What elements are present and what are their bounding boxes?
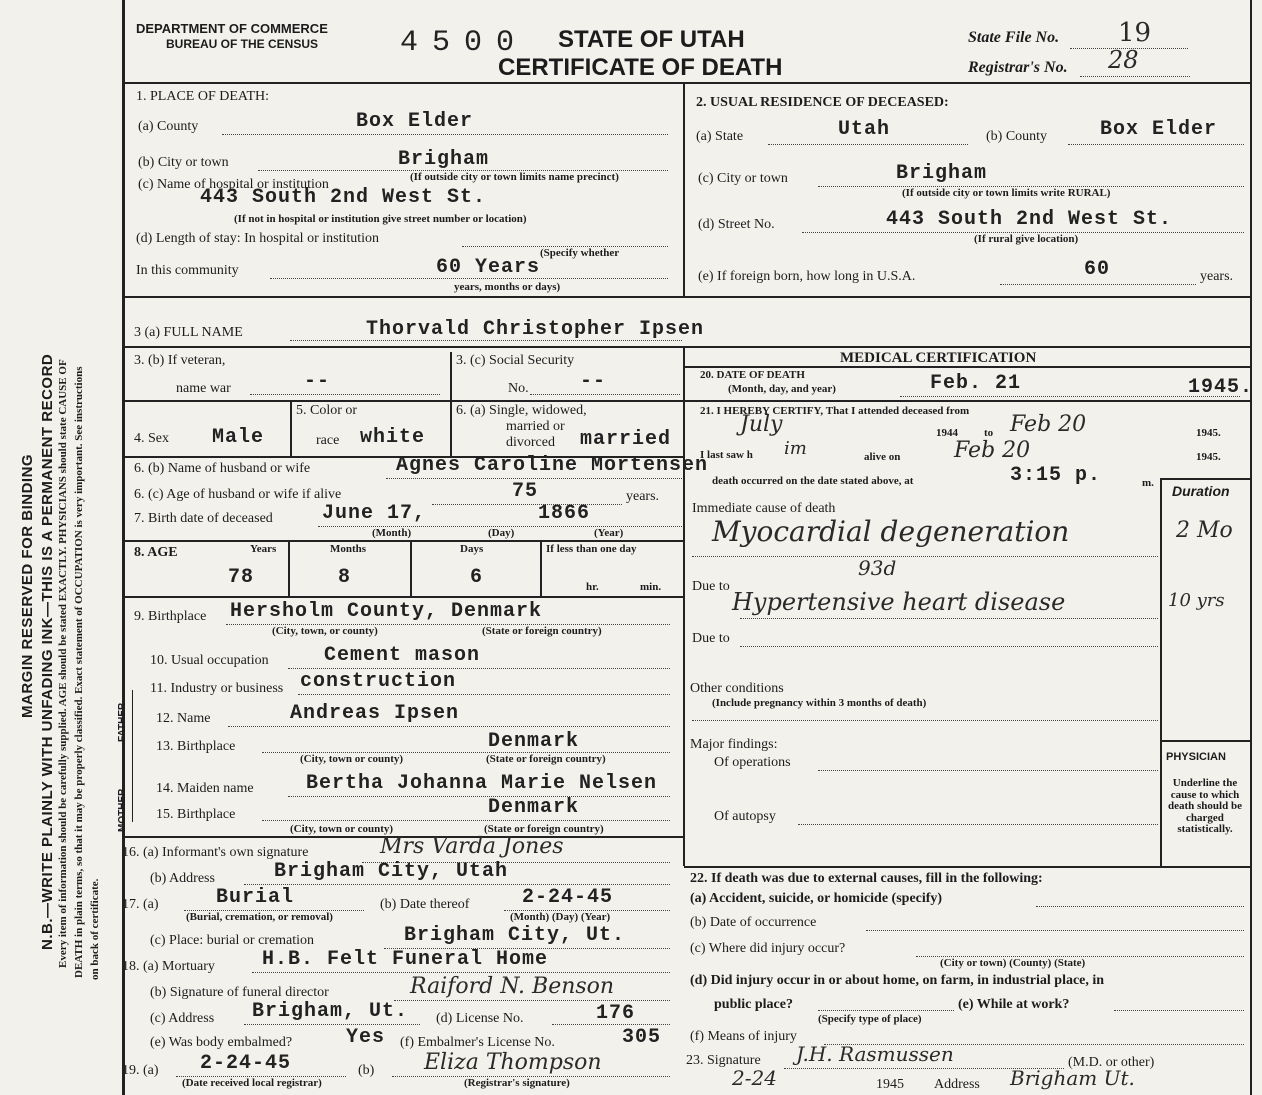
last-saw-pronoun: im bbox=[784, 438, 807, 459]
director-line bbox=[394, 1000, 670, 1001]
res-street-label: (d) Street No. bbox=[698, 217, 775, 232]
director-signature: Raiford N. Benson bbox=[410, 974, 615, 999]
immediate-cause-label: Immediate cause of death bbox=[692, 501, 836, 516]
attended-from-year: 1944 bbox=[936, 427, 958, 439]
embalmed-label: (e) Was body embalmed? bbox=[150, 1035, 293, 1050]
sex-color-divider bbox=[290, 400, 292, 456]
father-birthplace-label: 13. Birthplace bbox=[156, 739, 236, 754]
place-label: (c) Place: burial or cremation bbox=[150, 933, 315, 948]
embalmer-license-label: (f) Embalmer's License No. bbox=[400, 1035, 555, 1050]
disposition-label: 17. (a) bbox=[122, 897, 159, 912]
occupation-line bbox=[288, 668, 670, 669]
pod-hospital-value: 443 South 2nd West St. bbox=[200, 186, 487, 209]
father-tag: FATHER bbox=[117, 702, 128, 742]
full-name-label: 3 (a) FULL NAME bbox=[134, 325, 243, 340]
due-to-2-line bbox=[740, 646, 1158, 647]
physician-tag: PHYSICIAN bbox=[1166, 751, 1226, 763]
res-state-line bbox=[768, 144, 968, 145]
due-to-1-line bbox=[740, 618, 1158, 619]
mortuary-label: 18. (a) Mortuary bbox=[122, 959, 215, 974]
external-d: (d) Did injury occur in or about home, on farm, in industrial place, in bbox=[690, 973, 1105, 988]
duration-column-left bbox=[1160, 478, 1162, 866]
spouse-age-line bbox=[432, 504, 622, 505]
informant-signature-value: Mrs Varda Jones bbox=[380, 834, 564, 859]
pod-community-sub: years, months or days) bbox=[454, 281, 561, 293]
res-county-label: (b) County bbox=[986, 129, 1048, 144]
res-foreign-label: (e) If foreign born, how long in U.S.A. bbox=[698, 269, 916, 284]
marital-value: married bbox=[580, 428, 672, 451]
sex-label: 4. Sex bbox=[134, 431, 169, 446]
state-file-label: State File No. bbox=[968, 29, 1060, 46]
marital-label-2: married or bbox=[506, 419, 565, 434]
dod-label-1: 20. DATE OF DEATH bbox=[700, 369, 805, 381]
age-months-value: 8 bbox=[338, 566, 352, 589]
registrar-line bbox=[1080, 76, 1190, 77]
instructions-line-3: on back of certificate. bbox=[89, 878, 101, 980]
informant-address-value: Brigham City, Utah bbox=[274, 860, 509, 883]
pod-county-label: (a) County bbox=[138, 119, 199, 134]
pod-hospital-sub: (If not in hospital or institution give street number or location) bbox=[234, 213, 527, 225]
external-a: (a) Accident, suicide, or homicide (specify) bbox=[690, 891, 943, 906]
res-street-value: 443 South 2nd West St. bbox=[886, 208, 1173, 231]
veteran-label: 3. (b) If veteran, bbox=[134, 353, 226, 368]
immediate-cause-line bbox=[692, 556, 1158, 557]
embalmer-license-value: 305 bbox=[622, 1026, 662, 1049]
name-row-bottom bbox=[122, 346, 1252, 348]
mother-name-value: Bertha Johanna Marie Nelsen bbox=[306, 772, 658, 795]
immediate-cause-value: Myocardial degeneration bbox=[712, 515, 1070, 548]
res-city-label: (c) City or town bbox=[698, 171, 788, 186]
full-name-line bbox=[290, 340, 682, 341]
dod-year: 1945. bbox=[1188, 376, 1254, 399]
state-file-value: 19 bbox=[1118, 18, 1152, 48]
mortuary-line bbox=[252, 972, 670, 973]
external-b-line bbox=[866, 930, 1244, 931]
registrar-sig-sub: (Registrar's signature) bbox=[464, 1077, 570, 1089]
pod-community-value: 60 Years bbox=[436, 256, 541, 279]
mother-birthplace-value: Denmark bbox=[488, 796, 580, 819]
spouse-age-value: 75 bbox=[512, 480, 539, 503]
external-heading: 22. If death was due to external causes, fill in the following: bbox=[690, 871, 1043, 886]
spouse-line bbox=[386, 478, 682, 479]
veteran-line bbox=[250, 394, 440, 395]
veteran-value: -- bbox=[304, 370, 331, 393]
res-foreign-value: 60 bbox=[1084, 258, 1111, 281]
father-name-value: Andreas Ipsen bbox=[290, 702, 460, 725]
veteran-ss-divider bbox=[450, 352, 452, 400]
mortuary-address-value: Brigham, Ut. bbox=[252, 1000, 409, 1023]
frame-left-border bbox=[122, 0, 125, 1095]
physician-box-top bbox=[1160, 740, 1252, 742]
race-value: white bbox=[360, 426, 426, 449]
informant-address-line bbox=[244, 884, 670, 885]
duration-label: Duration bbox=[1172, 483, 1230, 499]
pod-hospital-label: (c) Name of hospital or institution bbox=[138, 177, 329, 192]
section-divider-top bbox=[683, 84, 685, 298]
external-a-line bbox=[1036, 906, 1244, 907]
operations-label: Of operations bbox=[714, 755, 791, 770]
disposition-date-sub: (Month) (Day) (Year) bbox=[510, 911, 611, 923]
mother-tag: MOTHER bbox=[117, 788, 128, 832]
registrar-sig-label: (b) bbox=[358, 1063, 375, 1078]
residence-heading: 2. USUAL RESIDENCE OF DECEASED: bbox=[696, 95, 949, 110]
pod-county-value: Box Elder bbox=[356, 110, 474, 133]
certificate-title: CERTIFICATE OF DEATH bbox=[498, 54, 783, 81]
spouse-label: 6. (b) Name of husband or wife bbox=[134, 461, 311, 476]
color-label: 5. Color or bbox=[296, 403, 358, 418]
disposition-date-value: 2-24-45 bbox=[522, 886, 614, 909]
last-saw-label: I last saw h bbox=[700, 449, 753, 461]
md-label: (M.D. or other) bbox=[1068, 1055, 1155, 1070]
ss-value: -- bbox=[580, 370, 607, 393]
physician-signature: J.H. Rasmussen bbox=[796, 1042, 954, 1066]
attended-to-year: 1945. bbox=[1196, 427, 1221, 439]
father-bp-sub-1: (City, town or county) bbox=[300, 753, 404, 765]
birth-sub-year: (Year) bbox=[594, 527, 624, 539]
due-to-1-value: Hypertensive heart disease bbox=[732, 588, 1066, 616]
mother-name-line bbox=[288, 796, 670, 797]
due-to-1-duration: 10 yrs bbox=[1168, 590, 1225, 611]
birthplace-value: Hersholm County, Denmark bbox=[230, 600, 543, 623]
pod-community-note: (Specify whether bbox=[540, 247, 620, 259]
duration-column-top bbox=[1160, 478, 1252, 480]
immediate-cause-code: 93d bbox=[858, 556, 897, 580]
dod-label-2: (Month, day, and year) bbox=[728, 383, 836, 395]
pod-stay-label: (d) Length of stay: In hospital or institution bbox=[136, 231, 380, 246]
pod-county-line bbox=[222, 134, 668, 135]
other-conditions-line bbox=[692, 720, 1158, 721]
bureau-label: BUREAU OF THE CENSUS bbox=[166, 37, 319, 51]
place-value: Brigham City, Ut. bbox=[404, 924, 626, 947]
row-age-bottom bbox=[122, 596, 684, 598]
operations-line bbox=[818, 770, 1158, 771]
industry-line bbox=[298, 694, 670, 695]
signature-address-value: Brigham Ut. bbox=[1010, 1066, 1135, 1090]
pod-hospital-note: (If outside city or town limits name precinct) bbox=[410, 171, 619, 183]
ss-sub-label: No. bbox=[508, 381, 529, 396]
attended-to-word: to bbox=[984, 427, 994, 439]
attended-from: July bbox=[740, 412, 783, 437]
age-div-1 bbox=[288, 540, 290, 596]
veteran-sub-label: name war bbox=[176, 381, 231, 396]
color-marital-divider bbox=[450, 400, 452, 456]
state-heading: STATE OF UTAH bbox=[558, 26, 745, 53]
mother-name-label: 14. Maiden name bbox=[156, 781, 254, 796]
mother-birthplace-line bbox=[262, 820, 670, 821]
registrar-signature: Eliza Thompson bbox=[424, 1050, 602, 1075]
res-state-label: (a) State bbox=[696, 129, 744, 144]
birth-month-day-value: June 17, bbox=[322, 502, 427, 525]
alive-on-label: alive on bbox=[864, 451, 901, 463]
father-name-label: 12. Name bbox=[156, 711, 211, 726]
received-value: 2-24-45 bbox=[200, 1052, 292, 1075]
signature-label: 23. Signature bbox=[686, 1053, 761, 1068]
registrar-value: 28 bbox=[1108, 46, 1139, 74]
birthplace-sub-2: (State or foreign country) bbox=[482, 625, 602, 637]
due-to-2-label: Due to bbox=[692, 631, 730, 646]
birthplace-sub-1: (City, town, or county) bbox=[272, 625, 378, 637]
age-div-2 bbox=[410, 540, 412, 596]
spouse-age-unit: years. bbox=[626, 489, 660, 504]
age-less-than-day-label: If less than one day bbox=[546, 543, 637, 555]
birth-date-label: 7. Birth date of deceased bbox=[134, 511, 273, 526]
external-d2-sub: (Specify type of place) bbox=[818, 1013, 922, 1025]
death-occurred-label: death occurred on the date stated above, at bbox=[712, 475, 914, 487]
autopsy-label: Of autopsy bbox=[714, 809, 776, 824]
instructions-line-2: DEATH in plain terms, so that it may be properly classified. Exact statement of OCCUPATION is very important. See instructions bbox=[73, 366, 85, 978]
received-sub: (Date received local registrar) bbox=[182, 1077, 322, 1089]
informant-address-label: (b) Address bbox=[150, 871, 215, 886]
frame-right-border bbox=[1250, 0, 1252, 1095]
death-time-m: m. bbox=[1142, 477, 1154, 489]
signature-date: 2-24 bbox=[732, 1066, 777, 1090]
res-street-note: (If rural give location) bbox=[974, 233, 1079, 245]
pod-community-label: In this community bbox=[136, 263, 239, 278]
mortuary-value: H.B. Felt Funeral Home bbox=[262, 948, 549, 971]
birth-year-value: 1866 bbox=[538, 502, 591, 525]
ss-label: 3. (c) Social Security bbox=[456, 353, 575, 368]
binding-margin-label: MARGIN RESERVED FOR BINDING bbox=[19, 453, 36, 718]
age-days-value: 6 bbox=[470, 566, 484, 589]
father-name-line bbox=[228, 726, 670, 727]
res-city-note: (If outside city or town limits write RURAL) bbox=[902, 187, 1111, 199]
dod-line bbox=[900, 396, 1240, 397]
department-label: DEPARTMENT OF COMMERCE bbox=[136, 21, 328, 36]
external-b: (b) Date of occurrence bbox=[690, 915, 817, 930]
attended-to: Feb 20 bbox=[1010, 412, 1087, 437]
other-conditions-label: Other conditions bbox=[690, 681, 784, 696]
certify-text: 21. I HEREBY CERTIFY, That I attended deceased from bbox=[700, 405, 970, 417]
signature-address-label: Address bbox=[934, 1077, 980, 1092]
external-d2-line bbox=[818, 1010, 954, 1011]
age-months-label: Months bbox=[330, 543, 367, 555]
place-of-death-heading: 1. PLACE OF DEATH: bbox=[136, 89, 270, 104]
res-county-value: Box Elder bbox=[1100, 118, 1218, 141]
received-label: 19. (a) bbox=[122, 1063, 159, 1078]
stamp-number: 4500 bbox=[400, 26, 529, 60]
race-label: race bbox=[316, 433, 340, 448]
license-line bbox=[552, 1024, 670, 1025]
disposition-sub: (Burial, cremation, or removal) bbox=[186, 911, 333, 923]
row-age-top bbox=[122, 540, 684, 542]
informant-signature-label: 16. (a) Informant's own signature bbox=[122, 845, 309, 860]
medical-heading-line bbox=[684, 366, 1252, 368]
external-f: (f) Means of injury bbox=[690, 1029, 797, 1044]
mortuary-address-label: (c) Address bbox=[150, 1011, 215, 1026]
sex-value: Male bbox=[212, 426, 265, 449]
director-label: (b) Signature of funeral director bbox=[150, 985, 329, 1000]
license-value: 176 bbox=[596, 1002, 636, 1025]
age-years-value: 78 bbox=[228, 566, 255, 589]
birth-sub-day: (Day) bbox=[488, 527, 515, 539]
signature-year: 1945 bbox=[876, 1077, 904, 1092]
industry-label: 11. Industry or business bbox=[150, 681, 284, 696]
occupation-label: 10. Usual occupation bbox=[150, 653, 269, 668]
underline-note: Underline the cause to which death should be charged statistically. bbox=[1168, 777, 1242, 836]
parent-bracket bbox=[132, 690, 133, 822]
age-div-3 bbox=[540, 540, 542, 596]
marital-label-3: divorced bbox=[506, 435, 555, 450]
disposition-value: Burial bbox=[216, 886, 295, 909]
external-d2: public place? bbox=[714, 997, 793, 1012]
full-name-value: Thorvald Christopher Ipsen bbox=[366, 318, 705, 341]
res-city-value: Brigham bbox=[896, 162, 988, 185]
res-years-label: years. bbox=[1200, 269, 1234, 284]
other-conditions-sub: (Include pregnancy within 3 months of death) bbox=[712, 697, 927, 709]
external-e: (e) While at work? bbox=[958, 997, 1070, 1012]
pod-city-label: (b) City or town bbox=[138, 155, 229, 170]
age-hr-label: hr. bbox=[586, 581, 599, 593]
name-row-top bbox=[122, 296, 1252, 298]
autopsy-line bbox=[798, 824, 1158, 825]
registrar-label: Registrar's No. bbox=[968, 59, 1068, 76]
age-min-label: min. bbox=[640, 581, 662, 593]
immediate-cause-duration: 2 Mo bbox=[1176, 518, 1233, 543]
pod-community-line bbox=[270, 278, 668, 279]
license-label: (d) License No. bbox=[436, 1011, 524, 1026]
dod-row-bottom bbox=[684, 400, 1252, 402]
spouse-age-label: 6. (c) Age of husband or wife if alive bbox=[134, 487, 342, 502]
birth-sub-month: (Month) bbox=[372, 527, 412, 539]
header-divider bbox=[122, 82, 1252, 84]
birthplace-label: 9. Birthplace bbox=[134, 609, 207, 624]
death-time-value: 3:15 p. bbox=[1010, 464, 1102, 487]
marital-label-1: 6. (a) Single, widowed, bbox=[456, 403, 587, 418]
external-c-sub: (City or town) (County) (State) bbox=[940, 957, 1086, 969]
medical-heading: MEDICAL CERTIFICATION bbox=[840, 350, 1037, 366]
mother-bp-sub-2: (State or foreign country) bbox=[484, 823, 604, 835]
alive-on-year: 1945. bbox=[1196, 451, 1221, 463]
pod-city-value: Brigham bbox=[398, 148, 490, 171]
row-veteran-bottom bbox=[122, 400, 684, 402]
instructions-line-1: Every item of information should be carefully supplied. AGE should be stated EXACTLY. PHYSICIANS should state CAUSE OF bbox=[57, 359, 69, 968]
spouse-value: Agnes Caroline Mortensen bbox=[396, 454, 709, 477]
father-bp-sub-2: (State or foreign country) bbox=[486, 753, 606, 765]
external-e-line bbox=[1114, 1010, 1244, 1011]
due-to-1-label: Due to bbox=[692, 579, 730, 594]
permanent-record-warning: N.B.—WRITE PLAINLY WITH UNFADING INK—THIS IS A PERMANENT RECORD bbox=[39, 353, 56, 950]
embalmed-value: Yes bbox=[346, 1026, 386, 1049]
father-birthplace-value: Denmark bbox=[488, 730, 580, 753]
age-days-label: Days bbox=[460, 543, 484, 555]
industry-value: construction bbox=[300, 670, 457, 693]
external-section-top bbox=[684, 866, 1252, 868]
disposition-date-label: (b) Date thereof bbox=[380, 897, 470, 912]
mother-birthplace-label: 15. Birthplace bbox=[156, 807, 236, 822]
res-state-value: Utah bbox=[838, 118, 891, 141]
age-years-label: Years bbox=[250, 543, 277, 555]
major-findings-label: Major findings: bbox=[690, 737, 778, 752]
mortuary-address-line bbox=[244, 1024, 420, 1025]
res-county-line bbox=[1068, 144, 1244, 145]
mother-bp-sub-1: (City, town or county) bbox=[290, 823, 394, 835]
dod-value: Feb. 21 bbox=[930, 372, 1022, 395]
external-c: (c) Where did injury occur? bbox=[690, 941, 846, 956]
medical-divider bbox=[683, 346, 685, 866]
age-label: 8. AGE bbox=[134, 545, 178, 560]
res-foreign-line bbox=[1000, 284, 1196, 285]
alive-on-date: Feb 20 bbox=[954, 438, 1031, 463]
occupation-value: Cement mason bbox=[324, 644, 481, 667]
ss-line bbox=[530, 394, 680, 395]
